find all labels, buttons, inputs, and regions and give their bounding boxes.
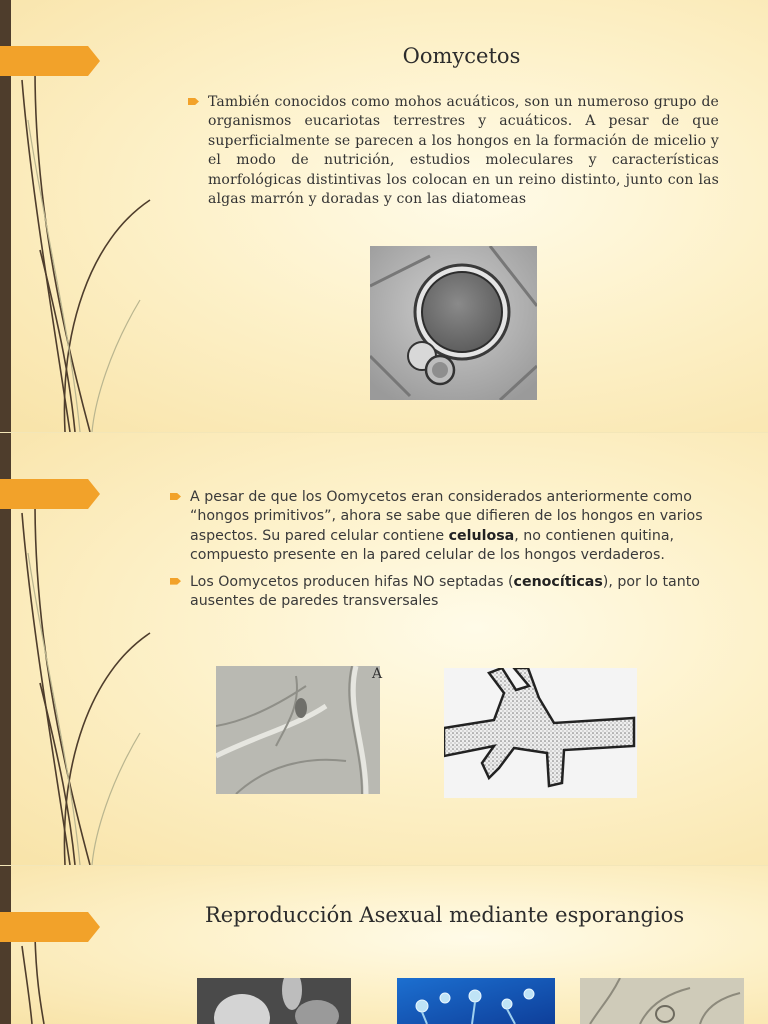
- section-tab: [0, 912, 100, 942]
- bullet-item: [188, 93, 719, 209]
- sporangia-micrograph-light-icon: [580, 978, 744, 1024]
- bullet-list: [188, 93, 719, 209]
- bold-term-celulosa: celulosa: [448, 527, 515, 544]
- bullet-text: ), por lo tanto ausentes de paredes transversales: [190, 573, 700, 610]
- bullet-list: [170, 488, 730, 618]
- section-tab: [0, 479, 100, 509]
- vine-decoration-icon: [0, 866, 160, 1024]
- hyphae-micrograph-icon: [216, 666, 383, 794]
- bullet-arrow-icon: [188, 98, 199, 105]
- coenocytic-hypha-drawing-icon: [444, 668, 637, 798]
- bullet-text: Los Oomycetos producen hifas NO septadas (: [190, 573, 514, 590]
- slide-oomycetos: [0, 0, 768, 432]
- slide-title: Reproducción Asexual mediante esporangios: [205, 903, 685, 927]
- bullet-text: También conocidos como mohos acuáticos, son un numeroso grupo de organismos eucariotas terrestres y acuáticos. A pesar de que superficialmente se parecen a los hongos en la formación de micelio y el modo de nutrición, estudios moleculares y características morfológicas distintivas los colocan en un reino distinto, junto con las algas marrón y doradas y con las diatomeas: [208, 94, 719, 208]
- bold-term-cenociticas: cenocíticas: [513, 573, 603, 590]
- bullet-text: A pesar de que los Oomycetos eran considerados anteriormente como “hongos primitivos”, ahora se sabe que difieren de los hongos en varios aspectos. Su pared celular contiene: [190, 489, 703, 544]
- slide-oomycetos-characteristics: [0, 433, 768, 865]
- sporangia-micrograph-grey-icon: [197, 978, 351, 1024]
- bullet-item: [170, 488, 730, 566]
- bullet-item: [170, 573, 730, 612]
- sporangia-micrograph-blue-icon: [397, 978, 555, 1024]
- figure-label-a: A: [372, 666, 383, 682]
- oospore-micrograph-icon: [370, 246, 537, 400]
- bullet-arrow-icon: [170, 493, 181, 500]
- bullet-text: , no contienen quitina, compuesto presente en la pared celular de los hongos verdaderos.: [190, 527, 675, 564]
- bullet-arrow-icon: [170, 578, 181, 585]
- slide-reproduccion-asexual: [0, 866, 768, 1024]
- slide-title: Oomycetos: [402, 44, 521, 68]
